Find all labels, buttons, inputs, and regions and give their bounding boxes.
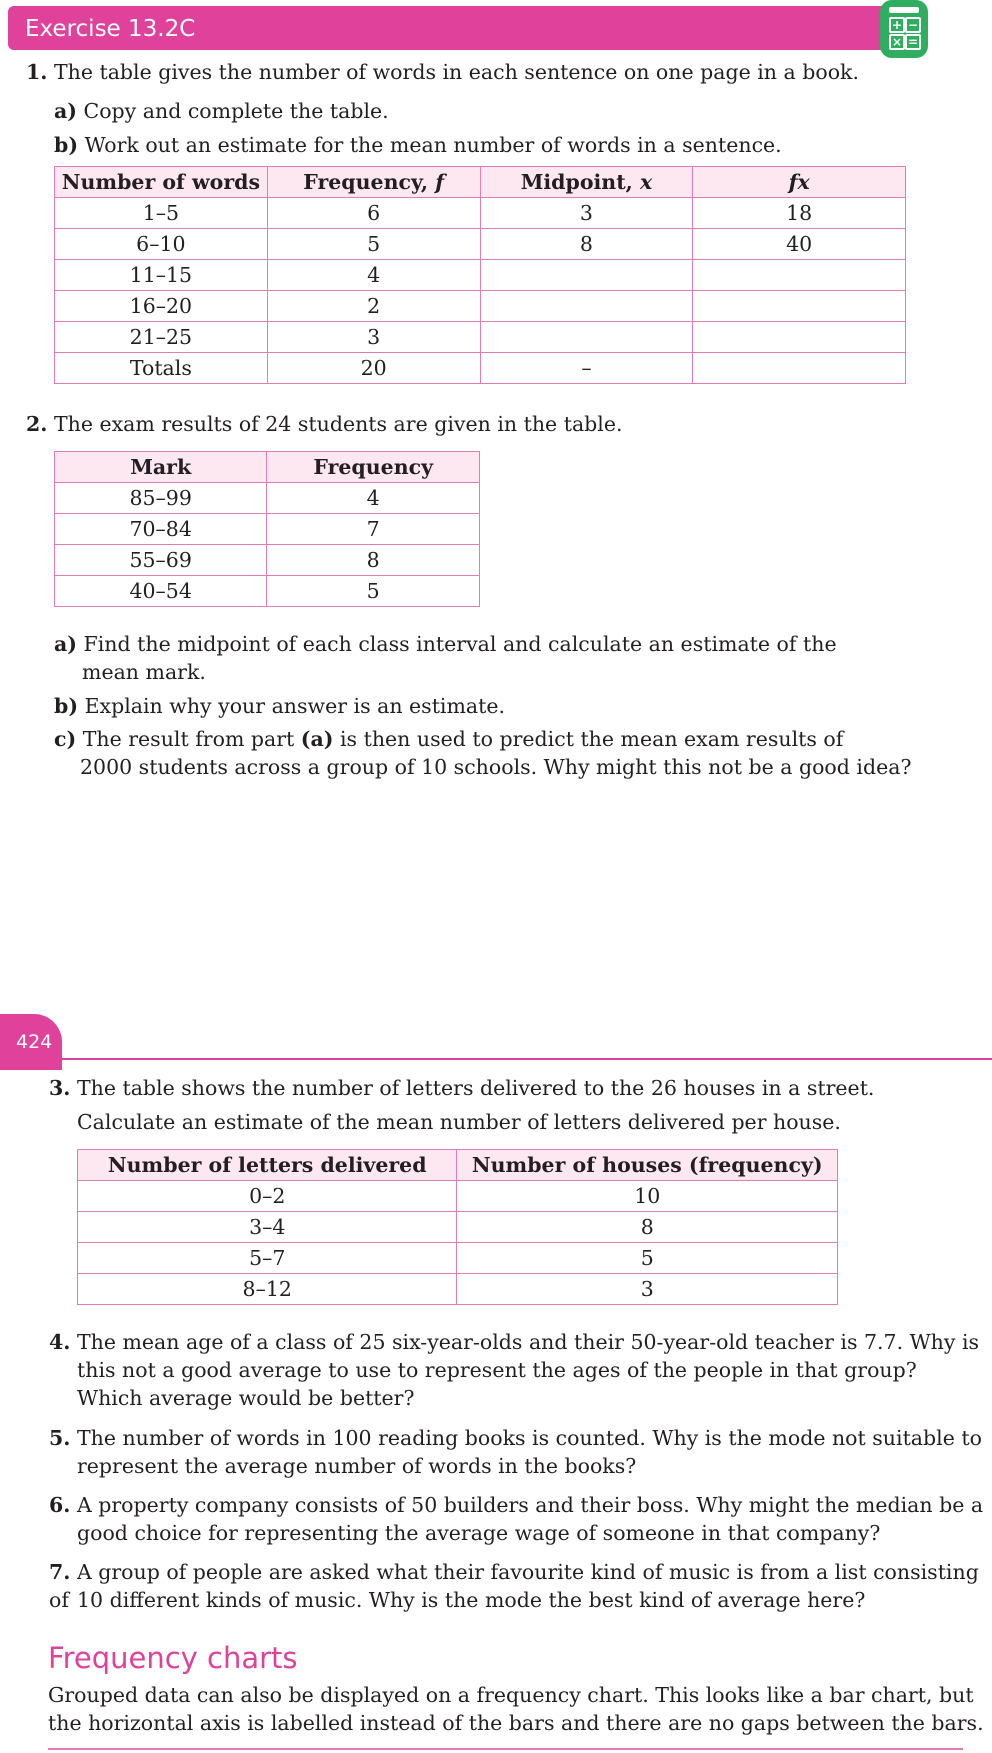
- table-header-row: [55, 167, 906, 198]
- table-cell: 21–25: [55, 322, 268, 353]
- table-cell: Totals: [55, 353, 268, 384]
- part-label: b): [54, 694, 79, 718]
- part-text: Copy and complete the table.: [83, 99, 389, 123]
- table-cell: 8: [457, 1212, 838, 1243]
- table-cell: 7: [267, 514, 480, 545]
- part-text: The result from part: [82, 727, 301, 751]
- table-cell: 40–54: [55, 576, 267, 607]
- question-3-line2: Calculate an estimate of the mean number of letters delivered per house.: [77, 1110, 841, 1134]
- question-text: The table shows the number of letters delivered to the 26 houses in a street.: [76, 1076, 875, 1100]
- table-row: [55, 322, 906, 353]
- table-row: [78, 1212, 838, 1243]
- table-cell: [693, 322, 906, 353]
- column-header: Midpoint, x: [480, 167, 693, 198]
- question-2a: [54, 630, 837, 658]
- table-cell: 4: [267, 260, 480, 291]
- table-header-row: [78, 1150, 838, 1181]
- question-text: The exam results of 24 students are given in the table.: [53, 412, 623, 436]
- calculator-icon: + − × =: [880, 0, 928, 58]
- table-cell: [480, 322, 693, 353]
- page-divider: [0, 1058, 992, 1060]
- section-box-border: [48, 1748, 963, 1750]
- part-label: c): [54, 727, 77, 751]
- question-2a-line2: mean mark.: [82, 660, 206, 684]
- table-row: [78, 1243, 838, 1274]
- table-row: [55, 198, 906, 229]
- exercise-title: Exercise 13.2C: [25, 16, 196, 42]
- table-row: [55, 353, 906, 384]
- table-header-row: [55, 452, 480, 483]
- table-cell: 6: [267, 198, 480, 229]
- table-cell: [693, 260, 906, 291]
- table-cell: 4: [267, 483, 480, 514]
- table-cell: 85–99: [55, 483, 267, 514]
- column-header: Frequency, f: [267, 167, 480, 198]
- table-cell: [480, 291, 693, 322]
- table-row: [55, 483, 480, 514]
- table-cell: 70–84: [55, 514, 267, 545]
- question-text: The mean age of a class of 25 six-year-olds and their 50-year-old teacher is 7.7. Why is: [76, 1330, 980, 1354]
- question-number: 6.: [49, 1493, 71, 1517]
- question-number: 3.: [49, 1076, 71, 1100]
- table-cell: 6–10: [55, 229, 268, 260]
- table-cell: 8: [480, 229, 693, 260]
- table-cell: 1–5: [55, 198, 268, 229]
- column-header: Frequency: [267, 452, 480, 483]
- column-header: Number of words: [55, 167, 268, 198]
- table-cell: 3: [267, 322, 480, 353]
- letters-delivered-table: [77, 1149, 838, 1305]
- table-cell: 16–20: [55, 291, 268, 322]
- part-reference: (a): [300, 727, 334, 751]
- section-heading: Frequency charts: [48, 1641, 298, 1675]
- question-text: The number of words in 100 reading books is counted. Why is the mode not suitable to: [76, 1426, 982, 1450]
- table-cell: 5–7: [78, 1243, 457, 1274]
- question-4-line2: this not a good average to use to represent the ages of the people in that group?: [77, 1358, 917, 1382]
- table-cell: –: [480, 353, 693, 384]
- question-4-line3: Which average would be better?: [77, 1386, 415, 1410]
- exam-marks-table: [54, 451, 480, 607]
- table-cell: 5: [267, 576, 480, 607]
- question-4: [49, 1328, 979, 1356]
- table-cell: 10: [457, 1181, 838, 1212]
- question-text: A group of people are asked what their favourite kind of music is from a list consisting of: [49, 1560, 979, 1612]
- table-cell: 55–69: [55, 545, 267, 576]
- question-3: [49, 1074, 874, 1102]
- page-number: 424: [16, 1031, 53, 1053]
- question-1: [26, 58, 859, 86]
- words-frequency-table: [54, 166, 906, 384]
- question-2c-line2: 2000 students across a group of 10 schools. Why might this not be a good idea?: [80, 755, 912, 779]
- part-text: is then used to predict the mean exam results of: [333, 727, 844, 751]
- question-text: A property company consists of 50 builders and their boss. Why might the median be a: [76, 1493, 984, 1517]
- table-row: [78, 1181, 838, 1212]
- table-cell: [693, 291, 906, 322]
- question-6-line2: good choice for representing the average wage of someone in that company?: [77, 1521, 881, 1545]
- table-row: [55, 514, 480, 545]
- question-2c: [54, 725, 843, 753]
- question-text: The table gives the number of words in each sentence on one page in a book.: [53, 60, 859, 84]
- table-cell: 2: [267, 291, 480, 322]
- question-number: 7.: [49, 1560, 71, 1584]
- table-cell: 18: [693, 198, 906, 229]
- section-text-line2: the horizontal axis is labelled instead of the bars and there are no gaps between the bars.: [48, 1711, 984, 1735]
- table-row: [55, 545, 480, 576]
- table-cell: [693, 353, 906, 384]
- part-text: Find the midpoint of each class interval and calculate an estimate of the: [83, 632, 837, 656]
- table-cell: 3–4: [78, 1212, 457, 1243]
- question-number: 2.: [26, 412, 48, 436]
- question-1b: [54, 131, 782, 159]
- table-cell: 11–15: [55, 260, 268, 291]
- table-cell: 8: [267, 545, 480, 576]
- table-cell: 5: [457, 1243, 838, 1274]
- table-cell: 5: [267, 229, 480, 260]
- part-text: Work out an estimate for the mean number of words in a sentence.: [84, 133, 782, 157]
- table-row: [55, 291, 906, 322]
- table-cell: 20: [267, 353, 480, 384]
- table-row: [55, 576, 480, 607]
- question-5-line2: represent the average number of words in the books?: [77, 1454, 637, 1478]
- question-number: 4.: [49, 1330, 71, 1354]
- table-row: [55, 229, 906, 260]
- question-2: [26, 410, 623, 438]
- section-text-line1: Grouped data can also be displayed on a frequency chart. This looks like a bar chart, but: [48, 1683, 974, 1707]
- question-5: [49, 1424, 982, 1452]
- column-header: Number of houses (frequency): [457, 1150, 838, 1181]
- table-row: [78, 1274, 838, 1305]
- table-cell: 3: [457, 1274, 838, 1305]
- table-row: [55, 260, 906, 291]
- table-cell: 8–12: [78, 1274, 457, 1305]
- question-number: 5.: [49, 1426, 71, 1450]
- table-cell: [480, 260, 693, 291]
- table-cell: 3: [480, 198, 693, 229]
- question-2b: [54, 692, 505, 720]
- question-1a: [54, 97, 389, 125]
- part-label: a): [54, 99, 77, 123]
- table-cell: 0–2: [78, 1181, 457, 1212]
- part-label: a): [54, 632, 77, 656]
- table-cell: 40: [693, 229, 906, 260]
- column-header: Number of letters delivered: [78, 1150, 457, 1181]
- question-number: 1.: [26, 60, 48, 84]
- column-header: Mark: [55, 452, 267, 483]
- part-label: b): [54, 133, 79, 157]
- question-7-line2: 10 different kinds of music. Why is the mode the best kind of average here?: [77, 1588, 866, 1612]
- column-header: fx: [693, 167, 906, 198]
- part-text: Explain why your answer is an estimate.: [84, 694, 506, 718]
- question-6: [49, 1491, 983, 1519]
